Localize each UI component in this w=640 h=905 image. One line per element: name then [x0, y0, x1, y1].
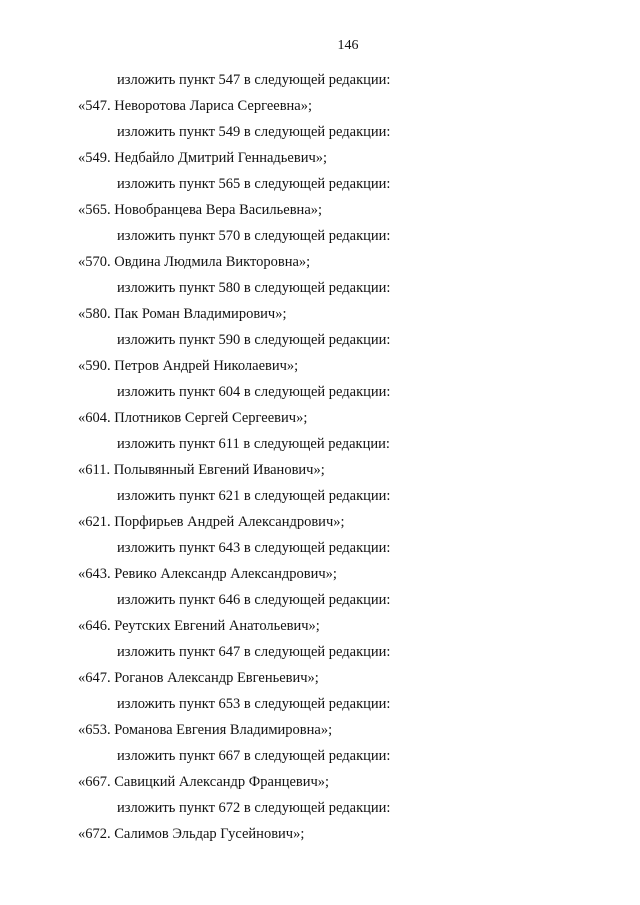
amendment-entry: «647. Роганов Александр Евгеньевич»;: [78, 670, 319, 686]
amendment-entry: «549. Недбайло Дмитрий Геннадьевич»;: [78, 150, 328, 166]
amendment-instruction: изложить пункт 565 в следующей редакции:: [117, 176, 391, 192]
amendment-instruction: изложить пункт 547 в следующей редакции:: [117, 72, 391, 88]
amendment-instruction: изложить пункт 647 в следующей редакции:: [117, 644, 391, 660]
amendment-instruction: изложить пункт 621 в следующей редакции:: [117, 488, 391, 504]
amendment-entry: «672. Салимов Эльдар Гусейнович»;: [78, 826, 305, 842]
amendment-entry: «667. Савицкий Александр Францевич»;: [78, 774, 330, 790]
amendment-entry: «570. Овдина Людмила Викторовна»;: [78, 254, 311, 270]
amendment-instruction: изложить пункт 643 в следующей редакции:: [117, 540, 391, 556]
amendment-entry: «653. Романова Евгения Владимировна»;: [78, 722, 333, 738]
amendment-instruction: изложить пункт 549 в следующей редакции:: [117, 124, 391, 140]
amendment-instruction: изложить пункт 570 в следующей редакции:: [117, 228, 391, 244]
amendment-instruction: изложить пункт 611 в следующей редакции:: [117, 436, 390, 452]
amendment-entry: «646. Реутских Евгений Анатольевич»;: [78, 618, 320, 634]
amendment-entry: «580. Пак Роман Владимирович»;: [78, 306, 287, 322]
amendment-entry: «611. Полывянный Евгений Иванович»;: [78, 462, 325, 478]
document-body: [0, 70, 640, 850]
amendment-instruction: изложить пункт 646 в следующей редакции:: [117, 592, 391, 608]
amendment-entry: «604. Плотников Сергей Сергеевич»;: [78, 410, 308, 426]
amendment-instruction: изложить пункт 653 в следующей редакции:: [117, 696, 391, 712]
amendment-instruction: изложить пункт 672 в следующей редакции:: [117, 800, 391, 816]
amendment-instruction: изложить пункт 667 в следующей редакции:: [117, 748, 391, 764]
amendment-instruction: изложить пункт 580 в следующей редакции:: [117, 280, 391, 296]
amendment-instruction: изложить пункт 604 в следующей редакции:: [117, 384, 391, 400]
amendment-instruction: изложить пункт 590 в следующей редакции:: [117, 332, 391, 348]
amendment-entry: «590. Петров Андрей Николаевич»;: [78, 358, 299, 374]
page-number: 146: [337, 38, 359, 53]
amendment-entry: «565. Новобранцева Вера Васильевна»;: [78, 202, 323, 218]
amendment-entry: «643. Ревико Александр Александрович»;: [78, 566, 337, 582]
amendment-entry: «547. Неворотова Лариса Сергеевна»;: [78, 98, 313, 114]
amendment-entry: «621. Порфирьев Андрей Александрович»;: [78, 514, 345, 530]
